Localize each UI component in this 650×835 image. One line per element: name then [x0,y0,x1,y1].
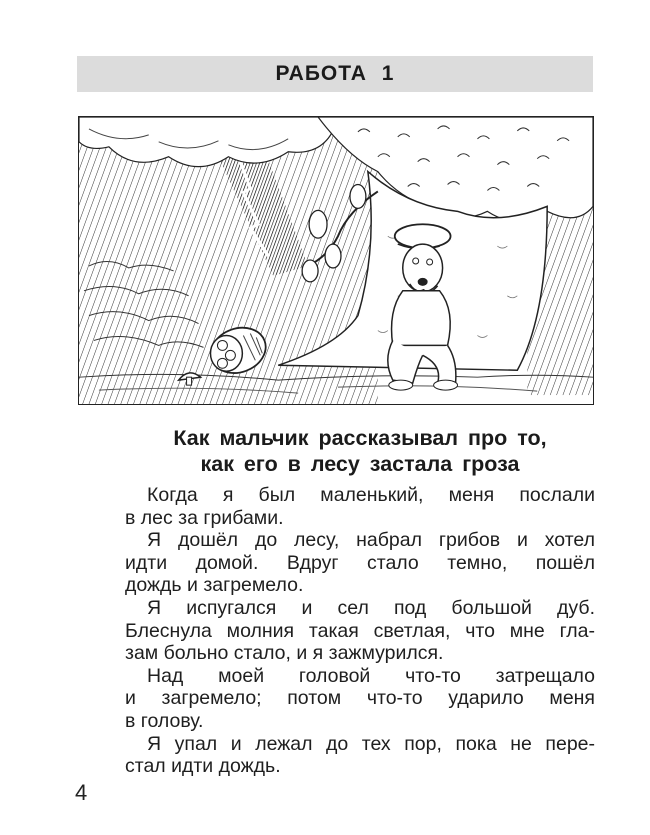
paragraph-line: зам больно стало, и я зажмурился. [125,642,444,665]
paragraph-line: Я испугался и сел под большой дуб. [147,596,595,619]
paragraph-line: Над моей головой что-то затрещало [147,664,595,687]
paragraph-line: Блеснула молния такая светлая, что мне гла- [125,619,595,642]
paragraph-line: в голову. [125,709,204,732]
paragraph-line: в лес за грибами. [125,506,284,529]
story-title-line-1: Как мальчик рассказывал про то, [173,426,547,450]
section-title: РАБОТА 1 [275,62,395,85]
paragraph-line: дождь и загремело. [125,574,304,597]
paragraph-line: Когда я был маленький, меня послали [147,484,595,506]
paragraph-line: Я упал и лежал до тех пор, пока не пере- [147,732,595,755]
paragraph-line: идти домой. Вдруг стало темно, пошёл [125,551,595,574]
paragraph-line: и загремело; потом что-то ударило меня [125,687,595,710]
storm-scene-image [79,117,593,404]
paragraph-line: стал идти дождь. [125,755,281,778]
story-title [110,425,610,477]
story-illustration [78,116,594,405]
story-body [125,484,595,778]
page-number: 4 [75,780,88,805]
paragraph-line: Я дошёл до лесу, набрал грибов и хотел [147,529,595,552]
story-title-line-2: как его в лесу застала гроза [200,452,520,476]
section-header-bar [77,56,593,92]
